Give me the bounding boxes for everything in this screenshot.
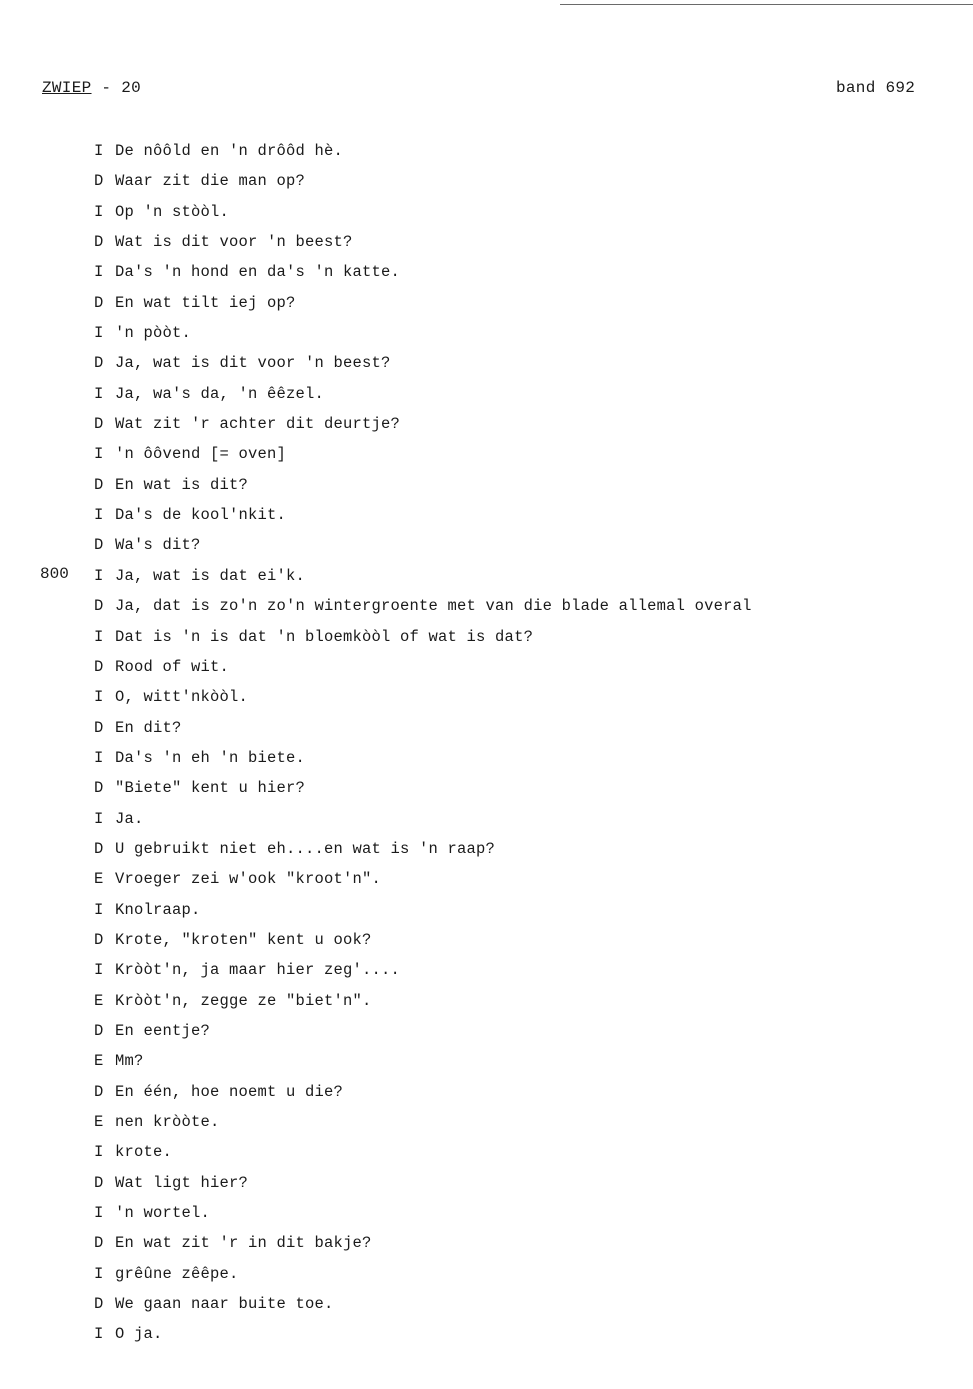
- utterance-text: En eentje?: [115, 1021, 211, 1040]
- utterance-text: 'n pòòt.: [115, 324, 192, 343]
- speaker-code: D: [94, 657, 104, 676]
- speaker-code: D: [94, 597, 104, 616]
- transcript-line: [94, 747, 752, 777]
- transcript-line: [94, 322, 752, 352]
- transcript-line: [94, 201, 752, 231]
- transcript-line: [94, 352, 752, 382]
- transcript-line: [94, 1141, 752, 1171]
- utterance-text: Wat ligt hier?: [115, 1173, 249, 1192]
- transcript: [94, 140, 752, 1354]
- utterance-text: 'n wortel.: [115, 1204, 211, 1223]
- utterance-text: Vroeger zei w'ook "kroot'n".: [115, 870, 382, 889]
- utterance-text: Kròòt'n, zegge ze "biet'n".: [115, 991, 372, 1010]
- speaker-code: E: [94, 1052, 104, 1071]
- transcript-line: [94, 1020, 752, 1050]
- transcript-line: [94, 1232, 752, 1262]
- utterance-text: O ja.: [115, 1325, 163, 1344]
- transcript-line: [94, 565, 752, 595]
- speaker-code: D: [94, 1082, 104, 1101]
- speaker-code: E: [94, 991, 104, 1010]
- transcript-line: [94, 534, 752, 564]
- transcript-line: [94, 443, 752, 473]
- speaker-code: D: [94, 354, 104, 373]
- speaker-code: I: [94, 324, 104, 343]
- utterance-text: Ja, wat is dit voor 'n beest?: [115, 354, 391, 373]
- speaker-code: I: [94, 809, 104, 828]
- speaker-code: D: [94, 1234, 104, 1253]
- speaker-code: D: [94, 839, 104, 858]
- speaker-code: D: [94, 930, 104, 949]
- utterance-text: Ja, wa's da, 'n êêzel.: [115, 384, 325, 403]
- speaker-code: D: [94, 415, 104, 434]
- transcript-line: [94, 1323, 752, 1353]
- speaker-code: I: [94, 202, 104, 221]
- utterance-text: 'n ôôvend [= oven]: [115, 445, 287, 464]
- transcript-line: [94, 959, 752, 989]
- transcript-line: [94, 413, 752, 443]
- speaker-code: D: [94, 1173, 104, 1192]
- utterance-text: O, witt'nkòòl.: [115, 688, 249, 707]
- speaker-code: I: [94, 384, 104, 403]
- transcript-line: [94, 808, 752, 838]
- utterance-text: De nôôld en 'n drôôd hè.: [115, 142, 344, 160]
- transcript-line: [94, 929, 752, 959]
- speaker-code: I: [94, 688, 104, 707]
- utterance-text: En dit?: [115, 718, 182, 737]
- utterance-text: Waar zit die man op?: [115, 172, 306, 191]
- speaker-code: I: [94, 961, 104, 980]
- speaker-code: I: [94, 900, 104, 919]
- utterance-text: "Biete" kent u hier?: [115, 779, 306, 798]
- utterance-text: Kròòt'n, ja maar hier zeg'....: [115, 961, 401, 980]
- utterance-text: En wat is dit?: [115, 475, 249, 494]
- transcript-line: [94, 595, 752, 625]
- transcript-line: [94, 170, 752, 200]
- transcript-line: [94, 717, 752, 747]
- utterance-text: Da's 'n hond en da's 'n katte.: [115, 263, 401, 282]
- utterance-text: Mm?: [115, 1052, 144, 1071]
- speaker-code: I: [94, 627, 104, 646]
- speaker-code: I: [94, 1325, 104, 1344]
- utterance-text: Krote, "kroten" kent u ook?: [115, 930, 372, 949]
- transcript-line: [94, 899, 752, 929]
- speaker-code: I: [94, 263, 104, 282]
- speaker-code: I: [94, 566, 104, 585]
- speaker-code: I: [94, 748, 104, 767]
- page-number: 20: [121, 79, 142, 97]
- transcript-line: [94, 474, 752, 504]
- speaker-code: D: [94, 1021, 104, 1040]
- utterance-text: Dat is 'n is dat 'n bloemkòòl of wat is dat?: [115, 627, 534, 646]
- transcript-line: [94, 504, 752, 534]
- utterance-text: En één, hoe noemt u die?: [115, 1082, 344, 1101]
- transcript-line: [94, 656, 752, 686]
- speaker-code: D: [94, 293, 104, 312]
- utterance-text: Ja.: [115, 809, 144, 828]
- transcript-line: [94, 1050, 752, 1080]
- utterance-text: Op 'n stòòl.: [115, 202, 230, 221]
- speaker-code: E: [94, 870, 104, 889]
- utterance-text: En wat zit 'r in dit bakje?: [115, 1234, 372, 1253]
- transcript-line: [94, 777, 752, 807]
- transcript-line: [94, 626, 752, 656]
- transcript-line: [94, 261, 752, 291]
- transcript-line: [94, 1202, 752, 1232]
- utterance-text: Knolraap.: [115, 900, 201, 919]
- margin-line-number: 800: [40, 565, 69, 583]
- transcript-line: [94, 990, 752, 1020]
- utterance-text: Ja, dat is zo'n zo'n wintergroente met van die blade allemal overal: [115, 597, 752, 616]
- speaker-code: I: [94, 142, 104, 160]
- speaker-code: I: [94, 506, 104, 525]
- transcript-line: [94, 1293, 752, 1323]
- transcript-line: [94, 1172, 752, 1202]
- speaker-code: D: [94, 233, 104, 252]
- transcript-line: [94, 1263, 752, 1293]
- transcript-line: [94, 140, 752, 170]
- transcript-line: [94, 838, 752, 868]
- utterance-text: Da's de kool'nkit.: [115, 506, 287, 525]
- tape-label: band 692: [836, 79, 916, 97]
- top-rule: [560, 4, 973, 5]
- speaker-code: I: [94, 1264, 104, 1283]
- page-header: [42, 79, 141, 97]
- utterance-text: Wa's dit?: [115, 536, 201, 555]
- transcript-line: [94, 1081, 752, 1111]
- document-title: ZWIEP: [42, 79, 92, 97]
- transcript-line: [94, 292, 752, 322]
- transcript-line: [94, 383, 752, 413]
- utterance-text: Da's 'n eh 'n biete.: [115, 748, 306, 767]
- speaker-code: E: [94, 1113, 104, 1131]
- speaker-code: D: [94, 172, 104, 191]
- utterance-text: nen kròòte.: [115, 1113, 220, 1131]
- header-separator: -: [91, 79, 122, 97]
- speaker-code: I: [94, 1143, 104, 1162]
- utterance-text: Ja, wat is dat ei'k.: [115, 566, 306, 585]
- speaker-code: D: [94, 475, 104, 494]
- speaker-code: D: [94, 536, 104, 555]
- utterance-text: krote.: [115, 1143, 173, 1162]
- speaker-code: D: [94, 779, 104, 798]
- transcript-line: [94, 868, 752, 898]
- speaker-code: D: [94, 718, 104, 737]
- speaker-code: I: [94, 1204, 104, 1223]
- utterance-text: Wat zit 'r achter dit deurtje?: [115, 415, 401, 434]
- utterance-text: U gebruikt niet eh....en wat is 'n raap?: [115, 839, 496, 858]
- transcript-line: [94, 1111, 752, 1141]
- utterance-text: En wat tilt iej op?: [115, 293, 296, 312]
- speaker-code: D: [94, 1295, 104, 1314]
- speaker-code: I: [94, 445, 104, 464]
- utterance-text: Rood of wit.: [115, 657, 230, 676]
- utterance-text: grêûne zêêpe.: [115, 1264, 239, 1283]
- transcript-line: [94, 686, 752, 716]
- utterance-text: We gaan naar buite toe.: [115, 1295, 334, 1314]
- transcript-line: [94, 231, 752, 261]
- utterance-text: Wat is dit voor 'n beest?: [115, 233, 353, 252]
